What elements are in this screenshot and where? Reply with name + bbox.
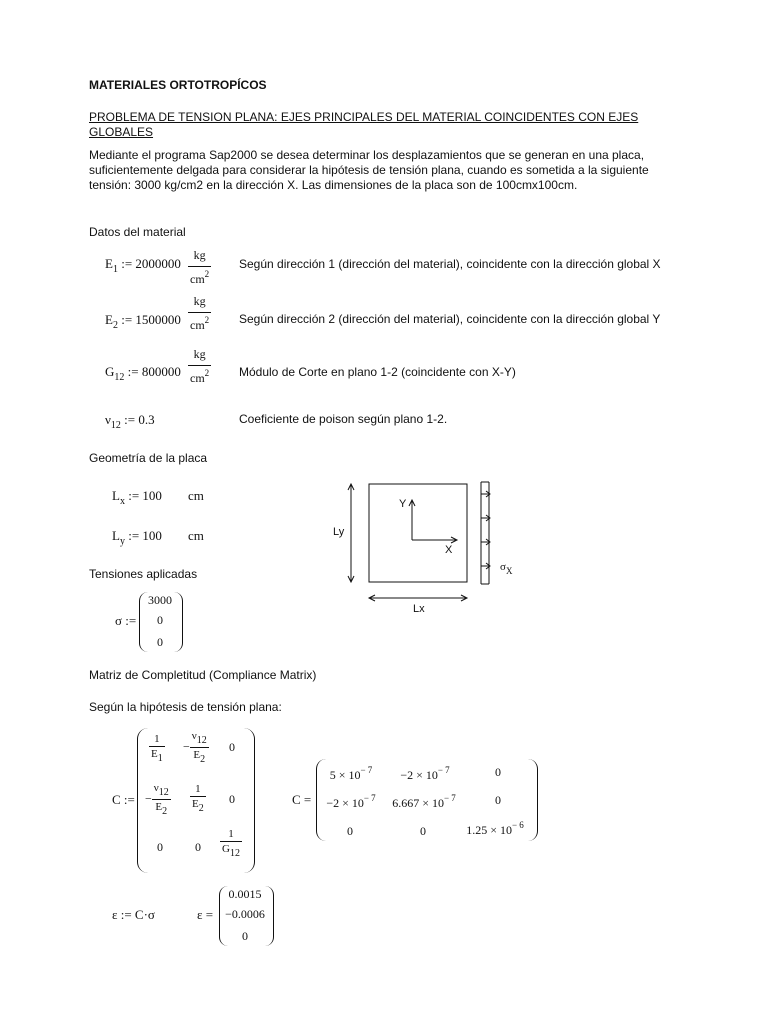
compliance-section-title: Matriz de Completitud (Compliance Matrix): [89, 668, 317, 682]
ly-unit: cm: [188, 528, 204, 543]
strain-vector-cell: 0.0015: [228, 887, 262, 901]
lx-definition: $L_x$ := 100: [112, 488, 162, 507]
strain-vector-cell: −0.0006: [225, 907, 265, 921]
problem-title-line2: GLOBALES: [89, 125, 154, 139]
diagram-axis-y: Y: [399, 498, 407, 510]
c-symbolic-lhs: C :=: [112, 792, 135, 807]
e1-unit: kg $cm^2$: [190, 248, 210, 286]
c-numeric-cell: $-2 \times 10^{- 7}$: [326, 793, 376, 810]
c32-cell: 0: [195, 840, 201, 854]
intro-line1: Mediante el programa Sap2000 se desea determinar los desplazamientos que se generan en una placa,: [89, 148, 645, 162]
e2-unit: kg $cm^2$: [190, 294, 210, 332]
g12-description: Módulo de Corte en plano 1-2 (coincidente con X-Y): [239, 365, 516, 379]
g12-unit: kg $cm^2$: [190, 347, 210, 385]
v12-description: Coeficiente de poison según plano 1-2.: [239, 412, 448, 426]
c-numeric-cell: 0: [495, 793, 501, 807]
c-symbolic-right-paren: [244, 728, 255, 873]
c22-cell: $\frac{1}{E_2}$: [192, 783, 204, 814]
plate-diagram: [325, 472, 525, 612]
c31-cell: 0: [157, 840, 163, 854]
v12-definition: $\nu_{12}$ := 0.3: [105, 412, 155, 431]
diagram-label-lx: Lx: [413, 603, 425, 615]
c-numeric-cell: 0: [420, 824, 426, 838]
hypothesis-text: Según la hipótesis de tensión plana:: [89, 700, 282, 714]
lx-unit: cm: [188, 488, 204, 503]
c-numeric-cell: 0: [495, 765, 501, 779]
c-numeric-cell: $-2 \times 10^{- 7}$: [400, 765, 450, 782]
intro-line2: suficientemente delgada para considerar la hipótesis de tensión plana, cuando es sometida a la siguiente: [89, 163, 649, 177]
c21-cell: − $\frac{\nu_{12}}{E_2}$: [145, 782, 169, 817]
ly-definition: $L_y$ := 100: [112, 528, 162, 547]
e1-definition: $E_1$ := 2000000: [105, 256, 181, 275]
plate-outline: [369, 484, 467, 582]
problem-title-line1: PROBLEMA DE TENSION PLANA: EJES PRINCIPALES DEL MATERIAL COINCIDENTES CON EJES: [89, 110, 639, 124]
c-numeric-cell: $5 \times 10^{- 7}$: [329, 765, 373, 782]
material-section-title: Datos del material: [89, 225, 186, 239]
strain-vector-cell: 0: [242, 929, 248, 943]
strain-vector-lhs: ε =: [197, 907, 214, 922]
c-numeric-cell: $1.25 \times 10^{- 6}$: [466, 820, 524, 837]
stress-vector-cell: 0: [157, 635, 163, 649]
c12-cell: − $\frac{\nu_{12}}{E_2}$: [183, 730, 207, 765]
c11-cell: $\frac{1}{E_1}$: [151, 733, 163, 764]
stress-section-title: Tensiones aplicadas: [89, 567, 198, 581]
c-numeric-lhs: C =: [292, 792, 312, 807]
c-numeric-cell: $6.667 \times 10^{- 7}$: [392, 793, 456, 810]
c33-cell: $\frac{1}{G_{12}}$: [222, 828, 240, 859]
diagram-stress-label: $\sigma_X$: [500, 561, 513, 576]
stress-vector-lhs: σ :=: [115, 613, 137, 628]
stress-vector-cell: 3000: [148, 593, 172, 607]
document-heading: MATERIALES ORTOTROPÍCOS: [89, 78, 267, 92]
strain-definition: ε := C·σ: [112, 907, 155, 922]
geometry-section-title: Geometría de la placa: [89, 451, 208, 465]
e2-definition: $E_2$ := 1500000: [105, 312, 181, 331]
c-numeric-right-paren: [528, 759, 538, 841]
c13-cell: 0: [229, 740, 235, 754]
c-numeric-cell: 0: [347, 824, 353, 838]
g12-definition: $G_{12}$ := 800000: [105, 364, 181, 383]
stress-vector-cell: 0: [157, 613, 163, 627]
e2-description: Según dirección 2 (dirección del material), coincidente con la dirección global Y: [239, 312, 661, 326]
diagram-axis-x: X: [445, 544, 453, 556]
c23-cell: 0: [229, 792, 235, 806]
e1-description: Según dirección 1 (dirección del material), coincidente con la dirección global X: [239, 257, 661, 271]
intro-line3: tensión: 3000 kg/cm2 en la dirección X. Las dimensiones de la placa son de 100cmx100cm.: [89, 178, 578, 192]
diagram-label-ly: Ly: [333, 526, 345, 538]
